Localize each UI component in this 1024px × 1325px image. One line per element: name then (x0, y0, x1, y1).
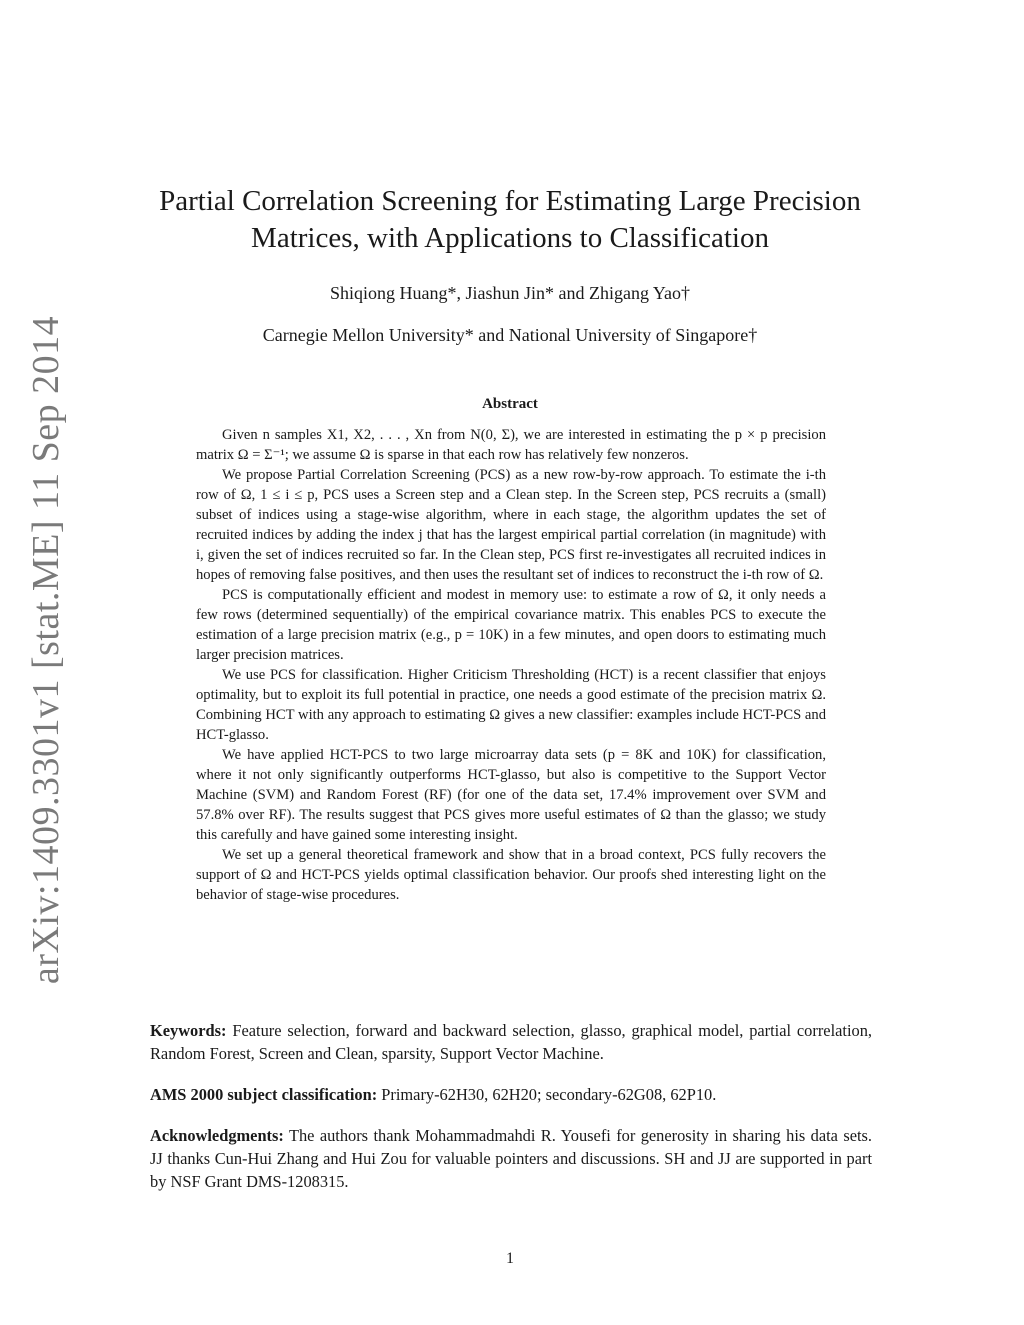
keywords-label: Keywords: (150, 1021, 227, 1040)
abstract-body (196, 425, 826, 905)
arxiv-identifier-stamp: arXiv:1409.3301v1 [stat.ME] 11 Sep 2014 (25, 315, 67, 985)
abstract-paragraph: We have applied HCT-PCS to two large microarray data sets (p = 8K and 10K) for classification, where it not only significantly outperforms HCT-glasso, but also is competitive to the Support Vector Machine (SVM) and Random Forest (RF) (for one of the data set, 17.4% improvement over SVM and 57.8% over RF). The results suggest that PCS gives more useful estimates of Ω than the glasso; we study this carefully and have gained some interesting insight. (196, 747, 826, 843)
page-number: 1 (506, 1250, 514, 1267)
ams-classification-label: AMS 2000 subject classification: (150, 1085, 378, 1104)
paper-title: Partial Correlation Screening for Estimating Large Precision Matrices, with Applications to Classification (159, 185, 861, 254)
keywords-text: Feature selection, forward and backward selection, glasso, graphical model, partial correlation, Random Forest, Screen and Clean, sparsity, Support Vector Machine. (150, 1021, 872, 1063)
acknowledgments-section (150, 1124, 872, 1193)
acknowledgments-label: Acknowledgments: (150, 1126, 284, 1145)
abstract-paragraph: PCS is computationally efficient and modest in memory use: to estimate a row of Ω, it only needs a few rows (determined sequentially) of the empirical covariance matrix. This enables PCS to execute the estimation of a large precision matrix (e.g., p = 10K) in a few minutes, and open doors to estimating much larger precision matrices. (196, 587, 826, 663)
abstract-paragraph: We use PCS for classification. Higher Criticism Thresholding (HCT) is a recent classifier that enjoys optimality, but to exploit its full potential in practice, one needs a good estimate of the precision matrix Ω. Combining HCT with any approach to estimating Ω gives a new classifier: examples include HCT-PCS and HCT-glasso. (196, 667, 826, 743)
abstract-paragraph: We propose Partial Correlation Screening (PCS) as a new row-by-row approach. To estimate the i-th row of Ω, 1 ≤ i ≤ p, PCS uses a Screen step and a Clean step. In the Screen step, PCS recruits a (small) subset of indices using a stage-wise algorithm, where in each stage, the algorithm updates the set of recruited indices by adding the index j that has the largest empirical partial correlation (in magnitude) with i, given the set of indices recruited so far. In the Clean step, PCS first re-investigates all recruited indices in hopes of removing false positives, and then uses the resultant set of indices to reconstruct the i-th row of Ω. (196, 467, 826, 583)
keywords-section (150, 1019, 872, 1065)
ams-classification-text: Primary-62H30, 62H20; secondary-62G08, 62P10. (381, 1085, 717, 1104)
abstract-paragraph: We set up a general theoretical framework and show that in a broad context, PCS fully recovers the support of Ω and HCT-PCS yields optimal classification behavior. Our proofs shed interesting light on the behavior of stage-wise procedures. (196, 847, 826, 903)
abstract-paragraph: Given n samples X1, X2, . . . , Xn from N(0, Σ), we are interested in estimating the p × p precision matrix Ω = Σ⁻¹; we assume Ω is sparse in that each row has relatively few nonzeros. (196, 427, 826, 463)
abstract-heading: Abstract (482, 396, 538, 412)
author-affiliations: Carnegie Mellon University* and National University of Singapore† (262, 325, 758, 345)
author-list: Shiqiong Huang*, Jiashun Jin* and Zhigang Yao† (330, 283, 690, 303)
acknowledgments-text: The authors thank Mohammadmahdi R. Yousefi for generosity in sharing his data sets. JJ thanks Cun-Hui Zhang and Hui Zou for valuable pointers and discussions. SH and JJ are supported in part by NSF Grant DMS-1208315. (150, 1126, 872, 1191)
ams-classification-section (150, 1083, 872, 1106)
